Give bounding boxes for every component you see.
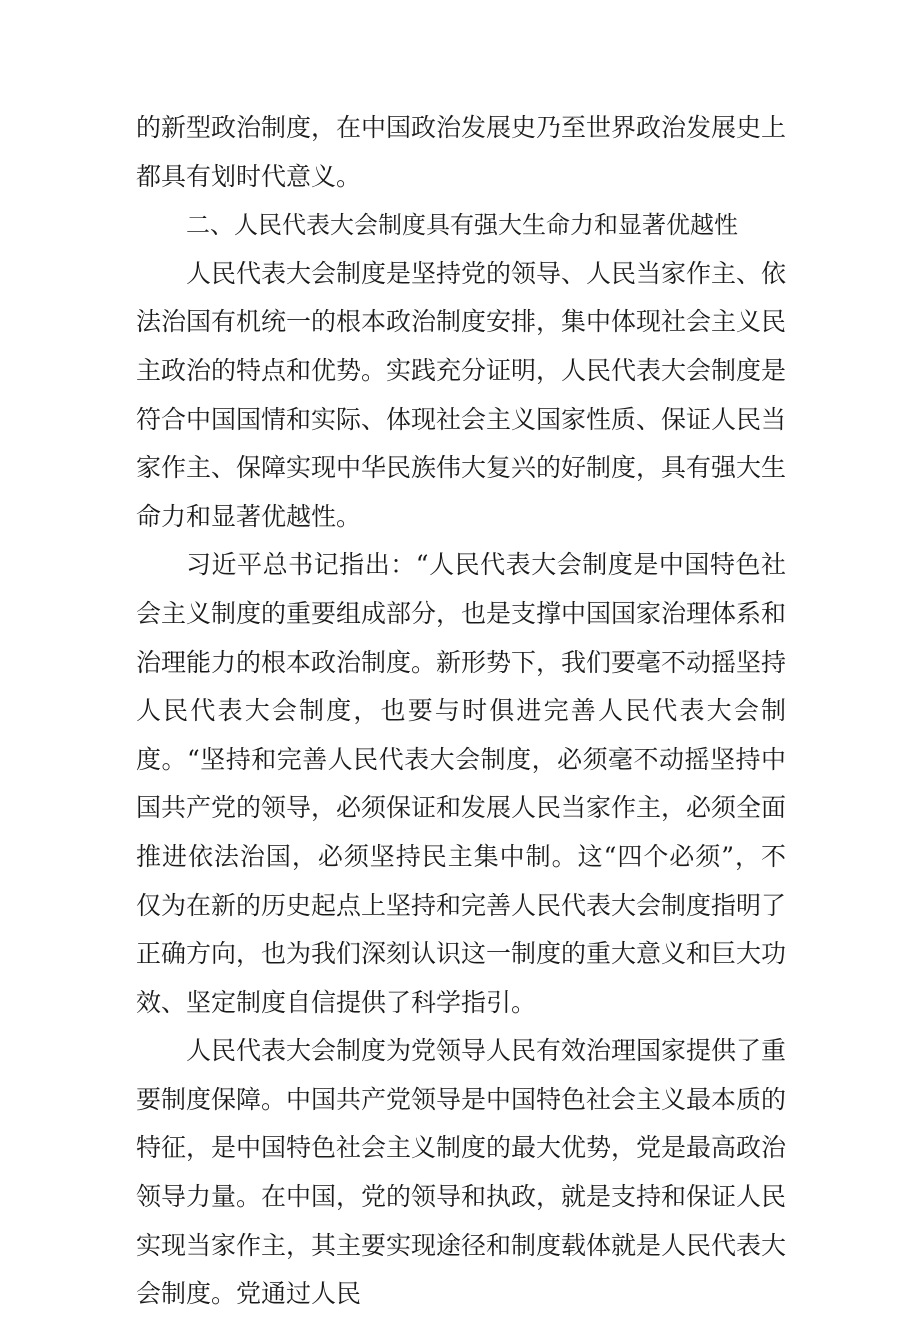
paragraph-party-leadership: 人民代表大会制度为党领导人民有效治理国家提供了重要制度保障。中国共产党领导是中国特色社会主义最本质的特征，是中国特色社会主义制度的最大优势，党是最高政治领导力量。在中国，党的领导和执政，就是支持和保证人民实现当家作主，其主要实现途径和制度载体就是人民代表大会制度。党通过人民	[136, 1036, 787, 1309]
document-body	[136, 104, 786, 1319]
paragraph-continuation: 的新型政治制度，在中国政治发展史乃至世界政治发展史上都具有划时代意义。	[136, 113, 787, 191]
paragraph-npc-system: 人民代表大会制度是坚持党的领导、人民当家作主、依法治国有机统一的根本政治制度安排，集中体现社会主义民主政治的特点和优势。实践充分证明，人民代表大会制度是符合中国国情和实际、体现社会主义国家性质、保证人民当家作主、保障实现中华民族伟大复兴的好制度，具有强大生命力和显著优越性。	[136, 258, 787, 531]
paragraph-xi-quote: 习近平总书记指出：“人民代表大会制度是中国特色社会主义制度的重要组成部分，也是支撑中国国家治理体系和治理能力的根本政治制度。新形势下，我们要毫不动摇坚持人民代表大会制度，也要与时俱进完善人民代表大会制度。“坚持和完善人民代表大会制度，必须毫不动摇坚持中国共产党的领导，必须保证和发展人民当家作主，必须全面推进依法治国，必须坚持民主集中制。这“四个必须”，不仅为在新的历史起点上坚持和完善人民代表大会制度指明了正确方向，也为我们深刻认识这一制度的重大意义和巨大功效、坚定制度自信提供了科学指引。	[136, 550, 787, 1017]
section-heading: 二、人民代表大会制度具有强大生命力和显著优越性	[186, 211, 738, 240]
